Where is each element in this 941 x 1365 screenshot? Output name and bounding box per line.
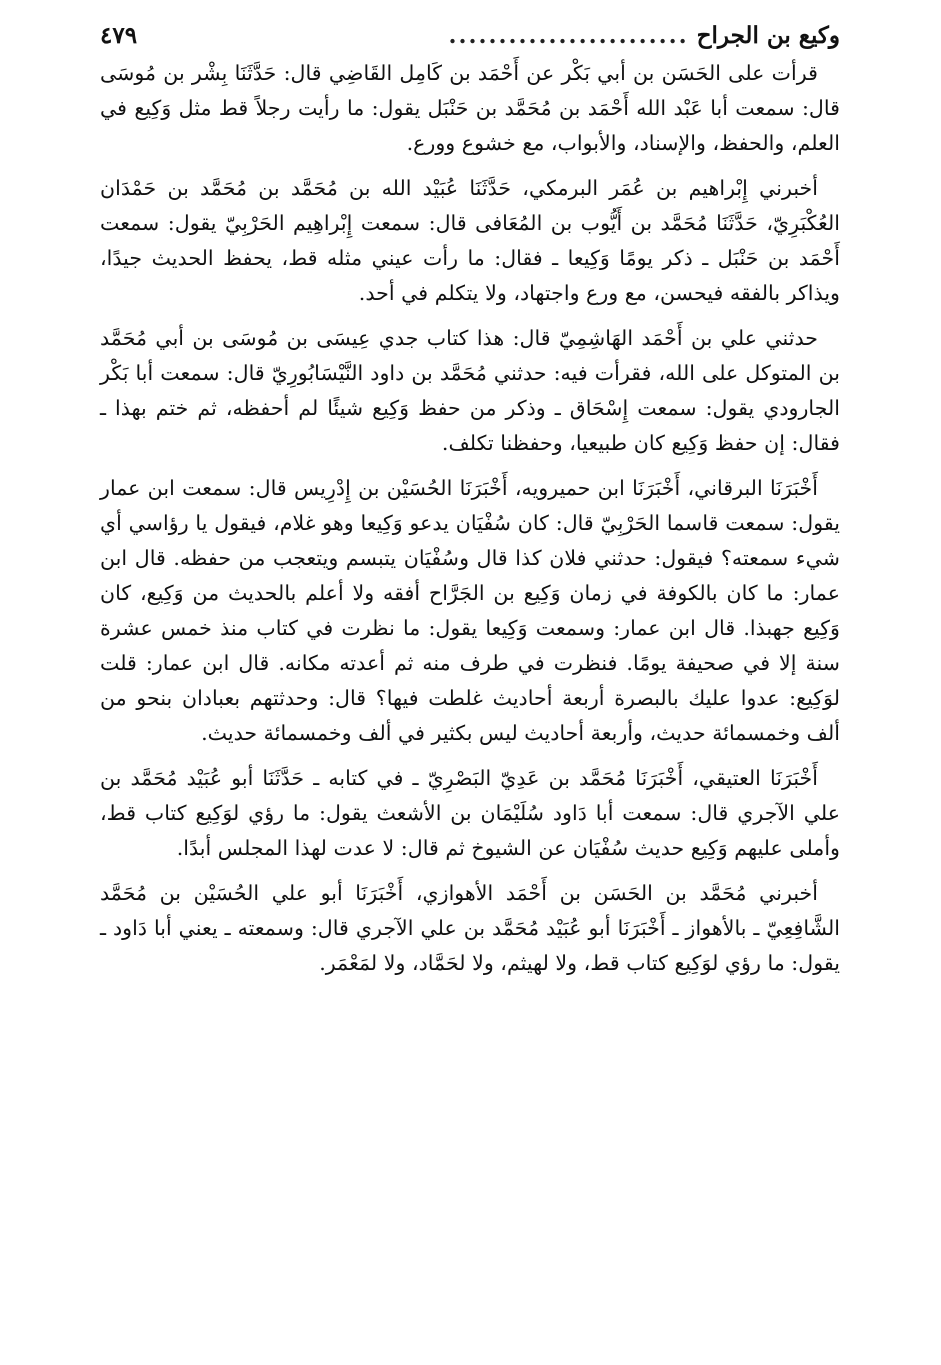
paragraph-3: حدثني علي بن أَحْمَد الهَاشِمِيّ قال: هذا كتاب جدي عِيسَى بن مُوسَى بن أبي مُحَمَّد بن المتوكل على الله، فقرأت فيه: حدثني مُحَمَّد بن داود النَّيْسَابُورِيّ قال: سمعت أبا بَكْر الجارودي يقول: سمعت إِسْحَاق ـ وذكر من حفظ وَكِيع شيئًا لم أحفظه، ثم ختم بهذا ـ فقال: إن حفظ وَكِيع كان طبيعيا، وحفظنا تكلف. — [100, 326, 840, 455]
paragraph-2: أخبرني إِبْراهيم بن عُمَر البرمكي، حَدَّثَنَا عُبَيْد الله بن مُحَمَّد بن مُحَمَّد بن حَمْدَان العُكْبَرِيّ، حَدَّثَنَا مُحَمَّد بن أَيُّوب بن المُعَافى قال: سمعت إِبْراهِيم الحَرْبِيّ يقول: سمعت أَحْمَد بن حَنْبَل ـ ذكر يومًا وَكِيعا ـ فقال: ما رأت عيني مثله قط، يحفظ الحديث جيدًا، ويذاكر بالفقه فيحسن، مع ورع واجتهاد، ولا يتكلم في أحد. — [100, 176, 840, 305]
page-body — [100, 56, 840, 981]
running-header — [100, 18, 840, 54]
paragraph-1: قرأت على الحَسَن بن أبي بَكْر عن أَحْمَد بن كَامِل القَاضِي قال: حَدَّثَنَا بِشْر بن مُوسَى قال: سمعت أبا عَبْد الله أَحْمَد بن مُحَمَّد بن حَنْبَل يقول: ما رأيت رجلاً قط مثل وَكِيع في العلم، والحفظ، والإسناد، والأبواب، مع خشوع وورع. — [100, 61, 840, 155]
page-number: ٤٧٩ — [100, 22, 138, 49]
running-title: وكيع بن الجراح — [696, 22, 840, 49]
header-leader-dots: ........................ — [448, 22, 689, 49]
paragraph-6: أخبرني مُحَمَّد بن الحَسَن بن أَحْمَد الأهوازي، أَخْبَرَنَا أبو علي الحُسَيْن بن مُحَمَّد الشَّافِعِيّ ـ بالأهواز ـ أَخْبَرَنَا أبو عُبَيْد مُحَمَّد بن علي الآجري قال: وسمعته ـ يعني أبا دَاود ـ يقول: ما رؤي لوَكِيع كتاب قط، ولا لهيثم، ولا لحَمَّاد، ولا لمَعْمَر. — [100, 881, 840, 975]
paragraph-5: أَخْبَرَنَا العتيقي، أَخْبَرَنَا مُحَمَّد بن عَدِيّ البَصْرِيّ ـ في كتابه ـ حَدَّثَنَا أبو عُبَيْد مُحَمَّد بن علي الآجري قال: سمعت أبا دَاود سُلَيْمَان بن الأشعث يقول: ما رؤي لوَكِيع كتاب قط، وأملى عليهم وَكِيع حديث سُفْيَان عن الشيوخ ثم قال: لا عدت لهذا المجلس أبدًا. — [100, 766, 840, 860]
paragraph-4: أَخْبَرَنَا البرقاني، أَخْبَرَنَا ابن حميرويه، أَخْبَرَنَا الحُسَيْن بن إِدْرِيس قال: سمعت ابن عمار يقول: سمعت قاسما الحَرْبِيّ قال: كان سُفْيَان يدعو وَكِيعا وهو غلام، فيقول يا رؤاسي أي شيء سمعته؟ فيقول: حدثني فلان كذا قال وسُفْيَان يتبسم ويتعجب من حفظه. قال ابن عمار: ما كان بالكوفة في زمان وَكِيع بن الجَرَّاح أفقه ولا أعلم بالحديث من وَكِيع، كان وَكِيع جهبذا. قال ابن عمار: وسمعت وَكِيعا يقول: ما نظرت في كتاب منذ خمس عشرة سنة إلا في صحيفة يومًا. فنظرت في طرف منه ثم أعدته مكانه. قال ابن عمار: قلت لوَكِيع: عدوا عليك بالبصرة أربعة أحاديث غلطت فيها؟ قال: وحدثتهم بعبادان بنحو من ألف وخمسمائة حديث، وأربعة أحاديث ليس بكثير في ألف وخمسمائة حديث. — [100, 476, 840, 745]
book-page — [100, 18, 840, 991]
